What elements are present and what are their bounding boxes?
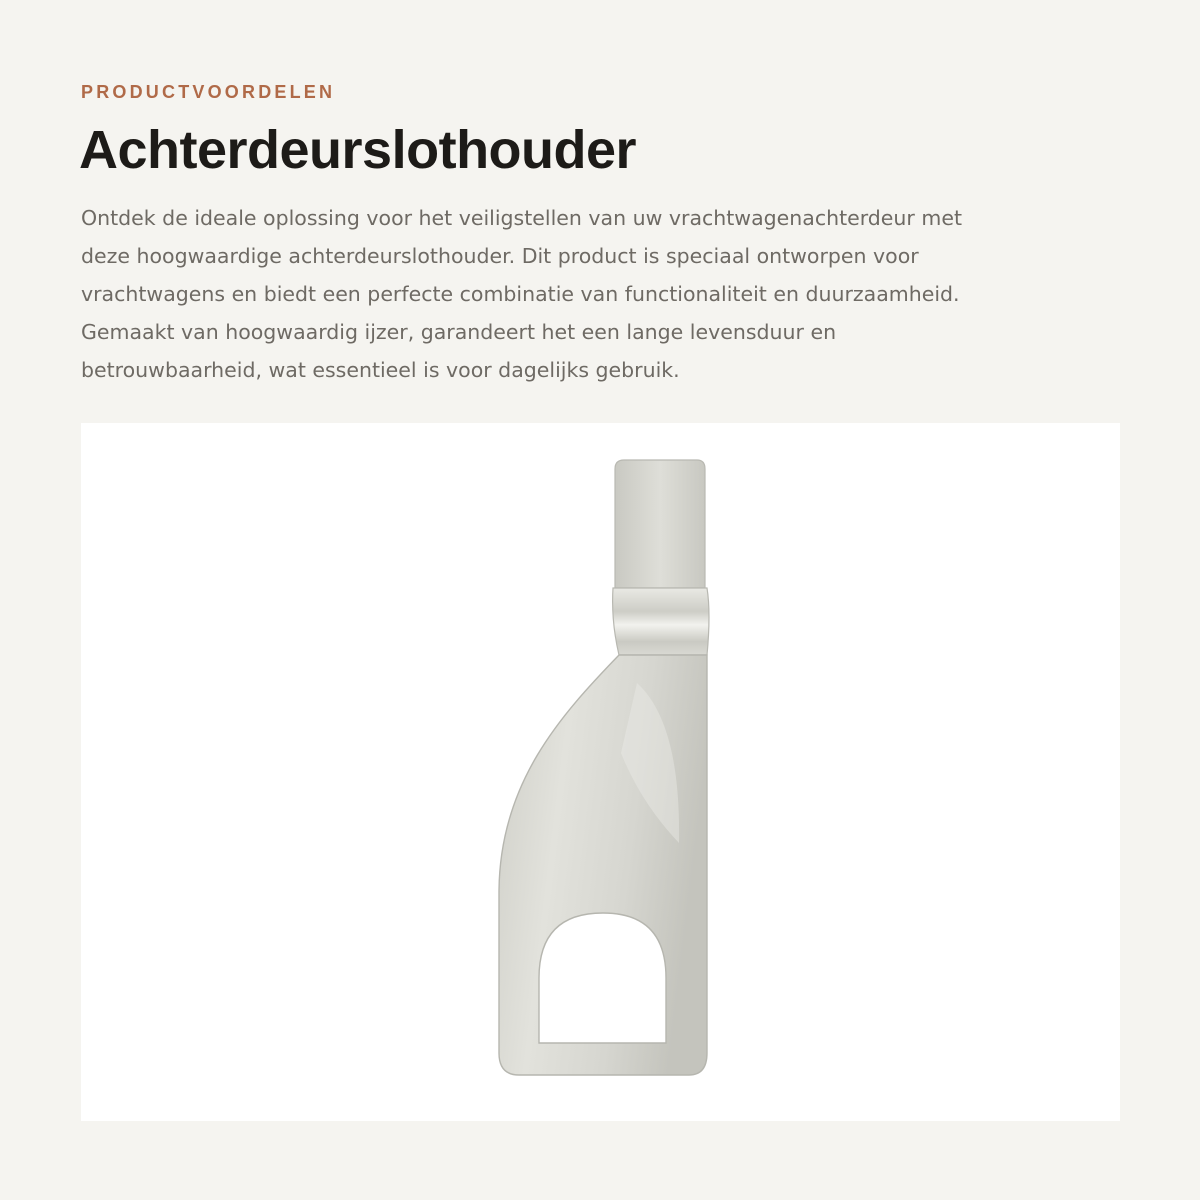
latch-plate (499, 655, 707, 1075)
product-title: Achterdeurslothouder (79, 120, 637, 180)
description-line: Gemaakt van hoogwaardig ijzer, garandeert het een lange levensduur en (81, 320, 837, 344)
product-description (81, 199, 1091, 389)
latch-bend (613, 588, 709, 655)
description-line: betrouwbaarheid, wat essentieel is voor dagelijks gebruik. (81, 358, 680, 382)
description-line: deze hoogwaardige achterdeurslothouder. Dit product is speciaal ontworpen voor (81, 244, 919, 268)
section-eyebrow: PRODUCTVOORDELEN (81, 82, 336, 102)
description-line: vrachtwagens en biedt een perfecte combinatie van functionaliteit en duurzaamheid. (81, 282, 960, 306)
latch-holder-illustration (81, 423, 1120, 1121)
latch-tab (615, 460, 705, 588)
product-image (81, 423, 1120, 1121)
description-line: Ontdek de ideale oplossing voor het veiligstellen van uw vrachtwagenachterdeur met (81, 206, 962, 230)
